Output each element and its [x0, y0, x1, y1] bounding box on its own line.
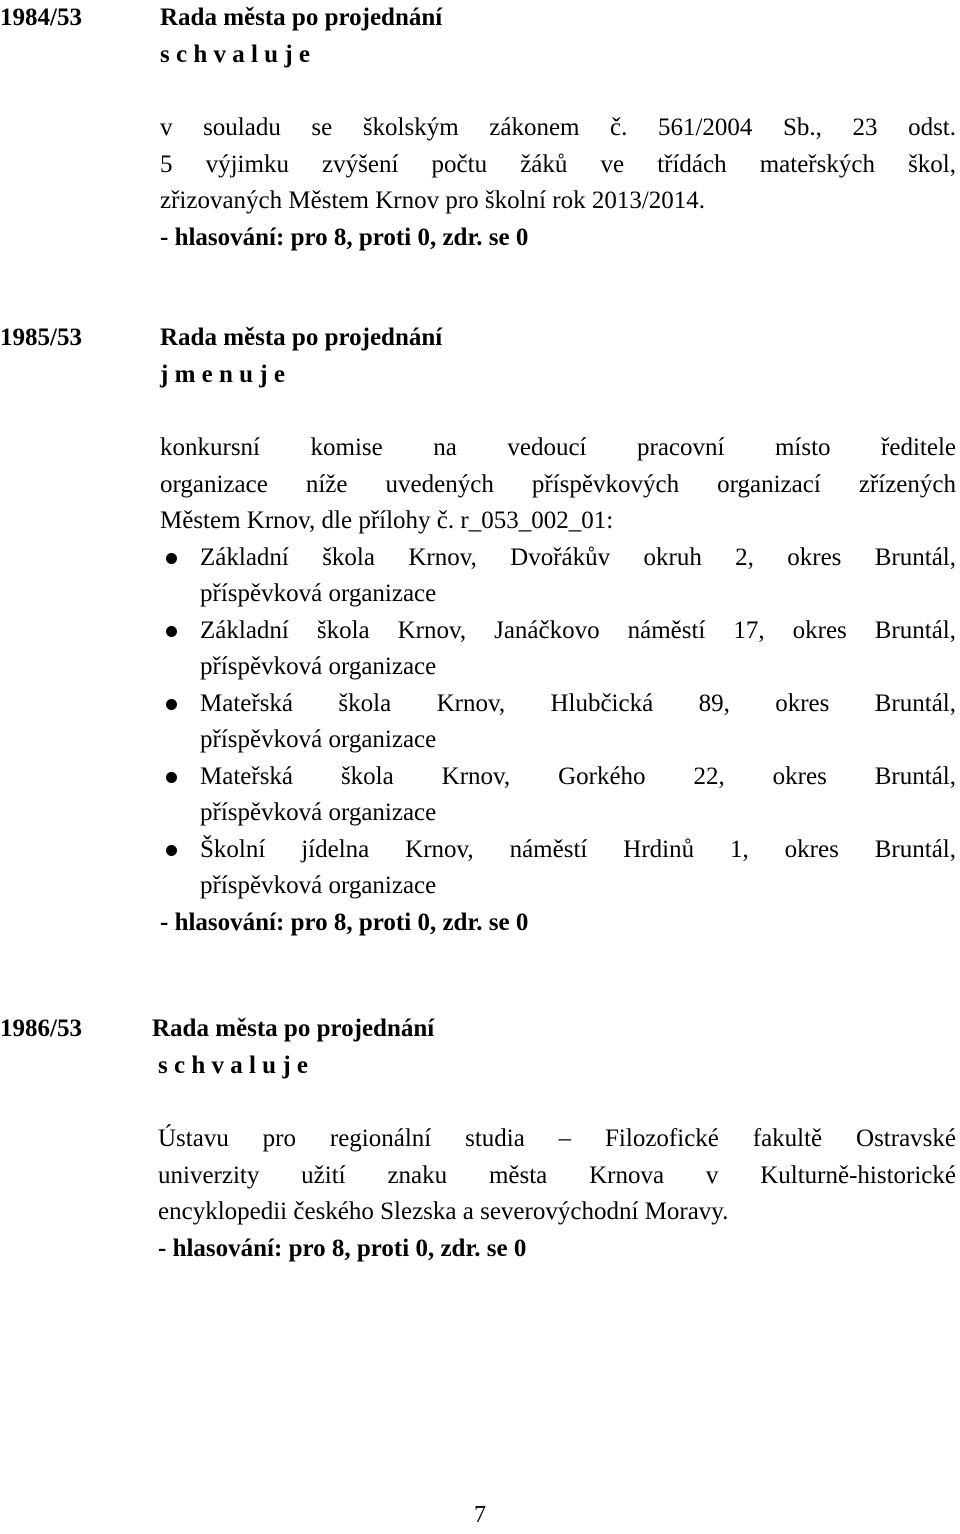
bullet-icon: [166, 553, 177, 564]
resolution-text: [160, 110, 956, 220]
resolution-number: 1984/53: [0, 4, 82, 31]
vote-result: - hlasování: pro 8, proti 0, zdr. se 0: [158, 1234, 527, 1262]
bullet-icon: [166, 699, 177, 710]
list-item: [160, 613, 956, 686]
resolution-heading: Rada města po projednání: [160, 4, 443, 31]
item-line: Základní škola Krnov, Janáčkovo náměstí 17, okres Bruntál,: [200, 616, 956, 644]
text-line: encyklopedii českého Slezska a severovýchodní Moravy.: [158, 1198, 729, 1225]
item-line: příspěvková organizace: [200, 653, 437, 680]
item-line: Mateřská škola Krnov, Gorkého 22, okres Bruntál,: [200, 762, 956, 790]
item-line: Základní škola Krnov, Dvořákův okruh 2, okres Bruntál,: [200, 543, 956, 571]
resolution-heading: Rada města po projednání: [160, 324, 443, 351]
text-line: Ústavu pro regionální studia – Filozofické fakultě Ostravské: [158, 1125, 956, 1152]
item-line: Mateřská škola Krnov, Hlubčická 89, okres Bruntál,: [200, 689, 956, 717]
text-line: 5 výjimku zvýšení počtu žáků ve třídách mateřských škol,: [160, 150, 956, 178]
list-item: [160, 832, 956, 905]
text-line: v souladu se školským zákonem č. 561/2004 Sb., 23 odst.: [160, 114, 956, 141]
bullet-icon: [166, 772, 177, 783]
organization-list: [160, 540, 956, 905]
text-line: zřizovaných Městem Krnov pro školní rok 2013/2014.: [160, 187, 706, 214]
resolution-number: 1986/53: [0, 1015, 82, 1042]
vote-result: - hlasování: pro 8, proti 0, zdr. se 0: [160, 223, 529, 251]
resolution-text: [160, 430, 956, 540]
resolution-verb: j m e n u j e: [160, 360, 285, 388]
list-item: [160, 759, 956, 832]
text-line: konkursní komise na vedoucí pracovní místo ředitele: [160, 434, 956, 461]
item-line: příspěvková organizace: [200, 726, 437, 753]
item-line: příspěvková organizace: [200, 580, 437, 607]
resolution-number: 1985/53: [0, 324, 82, 351]
item-line: Školní jídelna Krnov, náměstí Hrdinů 1, okres Bruntál,: [200, 835, 956, 863]
resolution-verb: s c h v a l u j e: [160, 40, 310, 68]
resolution-text: [158, 1121, 956, 1231]
text-line: univerzity užití znaku města Krnova v Kulturně-historické: [158, 1161, 956, 1189]
text-line: Městem Krnov, dle přílohy č. r_053_002_01:: [160, 507, 614, 534]
list-item: [160, 540, 956, 613]
resolution-heading: Rada města po projednání: [152, 1015, 435, 1042]
page-number: 7: [474, 1502, 486, 1528]
text-line: organizace níže uvedených příspěvkových organizací zřízených: [160, 470, 956, 498]
item-line: příspěvková organizace: [200, 872, 437, 899]
bullet-icon: [166, 626, 177, 637]
vote-result: - hlasování: pro 8, proti 0, zdr. se 0: [160, 908, 529, 936]
resolution-verb: s c h v a l u j e: [158, 1051, 308, 1079]
bullet-icon: [166, 845, 177, 856]
list-item: [160, 686, 956, 759]
item-line: příspěvková organizace: [200, 799, 437, 826]
